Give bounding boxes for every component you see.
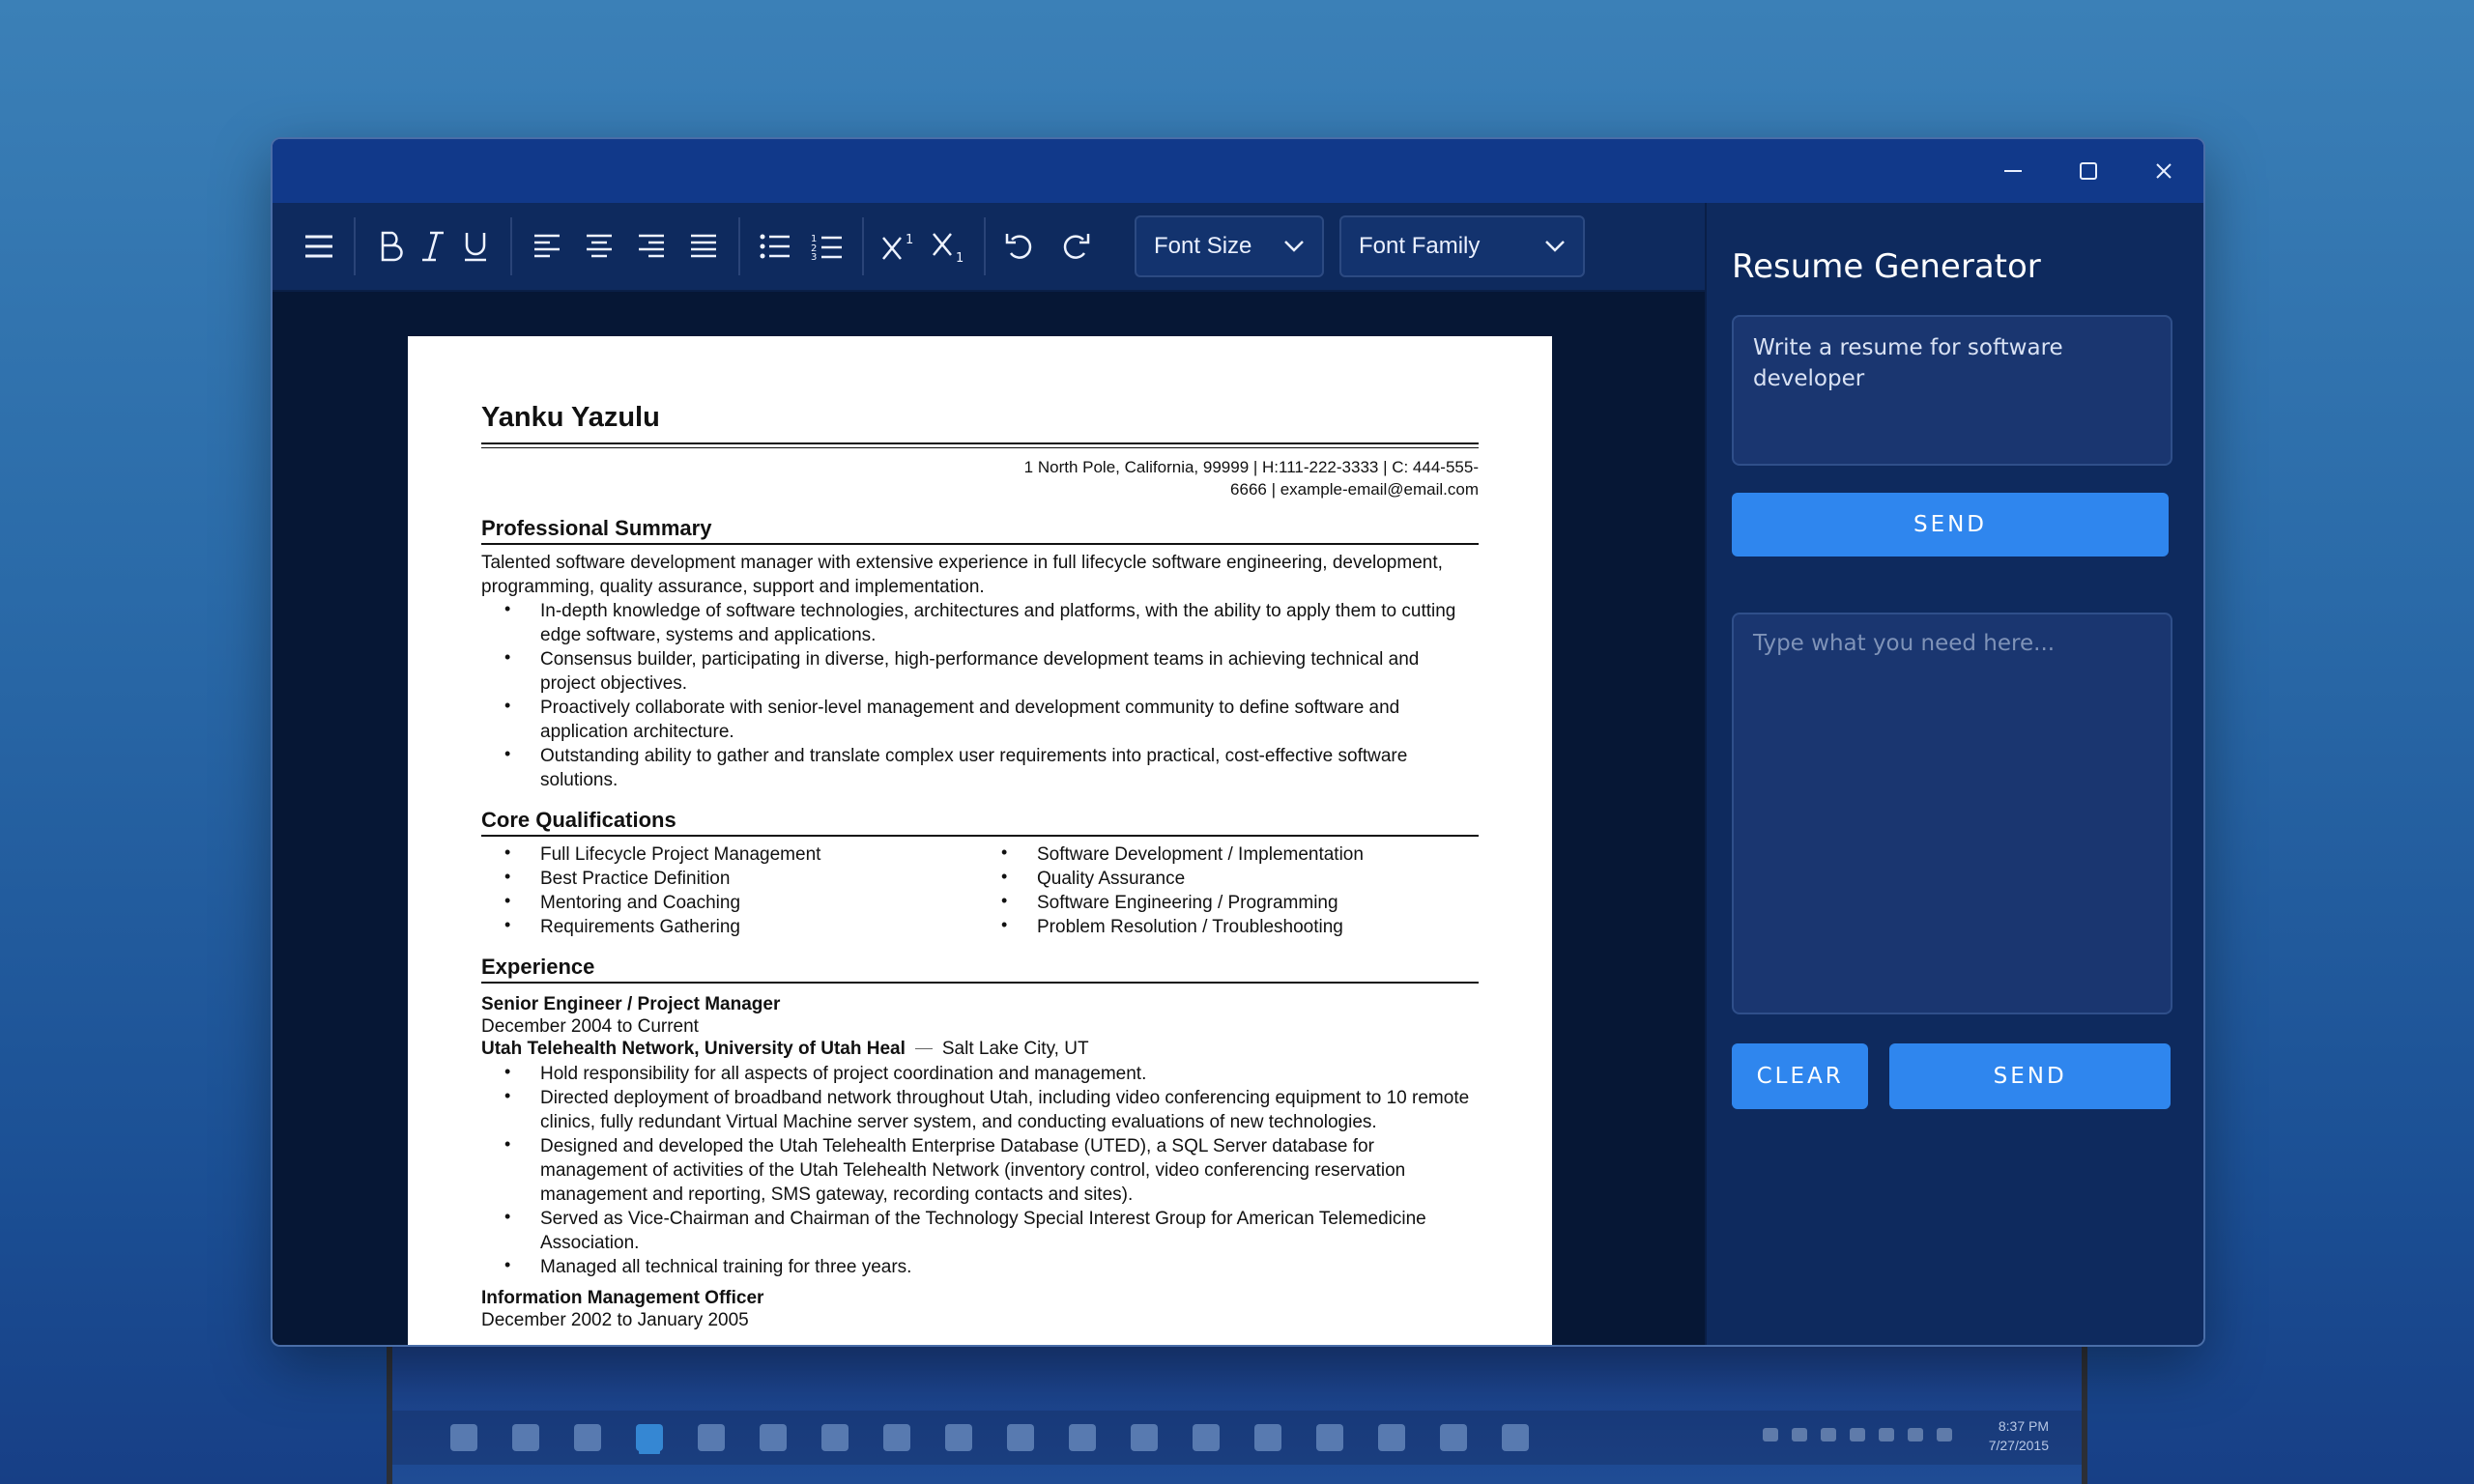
store-icon [760,1424,787,1451]
list-item: • Full Lifecycle Project Management [481,842,978,867]
photoshop-icon [1502,1424,1529,1451]
job1-list [481,1062,1479,1279]
word-icon [1069,1424,1096,1451]
prompt-display[interactable]: Write a resume for software developer [1732,315,2172,466]
job1-employer [481,1038,1479,1060]
list-item: • Software Development / Implementation [978,842,1475,867]
menu-icon [303,233,334,260]
maximize-icon [2078,160,2099,182]
italic-icon [418,230,447,263]
menu-button[interactable] [298,223,340,270]
tray-folder-icon [1792,1428,1807,1441]
undo-button[interactable] [999,223,1042,270]
twitter-icon [945,1424,972,1451]
app-window [271,137,2205,1347]
list-item: • Proactively collaborate with senior-level management and development community to define software and application architecture. [481,696,1479,744]
editor-pane [273,203,1705,1347]
superscript-icon [880,230,917,263]
toolbar-divider [984,217,986,275]
close-button[interactable] [2147,155,2180,187]
list-item: • Directed deployment of broadband network throughout Utah, including video conferencing equipment to 10 remote clinics, fully redundant Virtual Machine server system, and conducting evaluations of new technologies. [481,1086,1479,1134]
wifi-icon [1879,1428,1894,1441]
svg-text:2: 2 [811,243,818,254]
clock-date: 7/27/2015 [1988,1438,2049,1453]
list-item: • Best Practice Definition [481,867,978,891]
list-item: • Requirements Gathering [481,915,978,939]
minimize-button[interactable] [1997,155,2029,187]
list-item: • Managed all technical training for three years. [481,1255,1479,1279]
system-tray [1763,1428,1952,1441]
maximize-button[interactable] [2072,155,2105,187]
xbox-icon [1193,1424,1220,1451]
job2-title: Information Management Officer [481,1288,764,1308]
align-left-button[interactable] [526,223,568,270]
document-scroll-area[interactable] [273,292,1705,1347]
list-item: • Consensus builder, participating in diverse, high-performance development teams in achieving technical and project objectives. [481,647,1479,696]
italic-button[interactable] [412,223,454,270]
align-right-icon [637,233,666,260]
window-controls [1997,139,2180,203]
onenote-icon [1316,1424,1343,1451]
toolbar-divider [738,217,740,275]
justify-button[interactable] [682,223,725,270]
job1-location: Salt Lake City, UT [941,1039,1089,1059]
panel-actions [1732,1043,2171,1109]
font-size-label: Font Size [1154,233,1252,259]
tray-chevron-icon [1763,1428,1778,1441]
subscript-icon [931,230,967,263]
summary-text: Talented software development manager with extensive experience in full lifecycle software engineering, development, programming, quality assurance, support and implementation. [481,553,1443,597]
align-right-button[interactable] [630,223,673,270]
toolbar-divider [510,217,512,275]
job2-dates: December 2002 to January 2005 [481,1310,749,1330]
send-button[interactable]: SEND [1732,493,2169,556]
clear-button[interactable]: CLEAR [1732,1043,1868,1109]
volume-icon [1908,1428,1923,1441]
qualifications-columns [481,842,1479,939]
svg-text:1: 1 [956,251,964,263]
name-divider [481,442,1479,448]
svg-text:1: 1 [811,234,818,244]
list-item: • Software Engineering / Programming [978,891,1475,915]
edge-browser-icon [636,1424,663,1451]
title-bar [273,139,2203,203]
windows-start-icon [450,1424,477,1451]
notification-icon [1937,1428,1952,1441]
formatting-toolbar [273,203,1705,292]
outlook-icon [1007,1424,1034,1451]
chrome-icon [821,1424,849,1451]
qualifications-left-list [481,842,978,939]
list-item: • Mentoring and Coaching [481,891,978,915]
align-left-icon [532,233,561,260]
svg-text:1: 1 [906,233,914,247]
battery-icon [1850,1428,1865,1441]
underline-button[interactable] [454,223,497,270]
resume-generator-panel [1705,203,2205,1347]
job1-title: Senior Engineer / Project Manager [481,994,781,1014]
resume-page[interactable] [408,336,1552,1347]
underline-icon [461,230,490,263]
subscript-button[interactable] [928,223,970,270]
list-item: • Hold responsibility for all aspects of project coordination and management. [481,1062,1479,1086]
network-icon [1378,1424,1405,1451]
word-app-icon [1440,1424,1467,1451]
close-icon [2153,160,2174,182]
mail-icon [1254,1424,1281,1451]
justify-icon [689,233,718,260]
job1-dates: December 2004 to Current [481,1016,699,1037]
word-doc-icon [1131,1424,1158,1451]
redo-button[interactable] [1053,223,1096,270]
clock-time: 8:37 PM [1998,1418,2049,1434]
tray-pen-icon [1821,1428,1836,1441]
undo-icon [1004,230,1037,263]
font-size-dropdown[interactable] [1135,215,1324,277]
summary-list [481,599,1479,792]
resume-contact: 1 North Pole, California, 99999 | H:111-222-3333 | C: 444-555-6666 | example-email@email.com [1023,458,1479,499]
list-item: • Quality Assurance [978,867,1475,891]
list-item: • Outstanding ability to gather and translate complex user requirements into practical, cost-effective software solutions. [481,744,1479,792]
align-center-icon [585,233,614,260]
employer-dash [915,1048,933,1049]
qualifications-heading: Core Qualifications [481,808,1479,837]
font-family-label: Font Family [1359,233,1481,259]
chevron-down-icon [1544,240,1566,253]
bold-button[interactable] [369,223,412,270]
file-explorer-icon [698,1424,725,1451]
list-item: • Designed and developed the Utah Telehealth Enterprise Database (UTED), a SQL Server database for management of activities of the Utah Telehealth Network (inventory control, video conferencing reservation management and reporting, SMS gateway, recording contacts and sites). [481,1134,1479,1207]
toolbar-divider [862,217,864,275]
superscript-button[interactable] [877,223,920,270]
resume-name: Yanku Yazulu [481,402,660,433]
list-item: • Served as Vice-Chairman and Chairman of the Technology Special Interest Group for American Telemedicine Association. [481,1207,1479,1255]
minimize-icon [2002,160,2024,182]
spotify-icon [883,1424,910,1451]
list-item: • Problem Resolution / Troubleshooting [978,915,1475,939]
summary-heading: Professional Summary [481,516,1479,545]
qualifications-right-list [978,842,1475,939]
panel-title: Resume Generator [1732,247,2041,286]
search-circle-icon [512,1424,539,1451]
job1-company: Utah Telehealth Network, University of Utah Heal [481,1039,906,1059]
redo-icon [1058,230,1091,263]
numbered-list-icon [811,232,844,261]
taskbar-clock [1989,1416,2049,1455]
toolbar-divider [354,217,356,275]
bullet-list-button[interactable] [754,223,796,270]
numbered-list-button[interactable] [806,223,849,270]
send-request-button[interactable]: SEND [1889,1043,2171,1109]
task-view-icon [574,1424,601,1451]
bold-icon [376,230,405,263]
align-center-button[interactable] [578,223,620,270]
svg-text:3: 3 [811,252,818,261]
experience-heading: Experience [481,955,1479,984]
chevron-down-icon [1283,240,1305,253]
bullet-list-icon [759,233,791,260]
font-family-dropdown[interactable] [1339,215,1585,277]
list-item: • In-depth knowledge of software technologies, architectures and platforms, with the ability to apply them to cutting edge software, systems and applications. [481,599,1479,647]
request-input[interactable]: Type what you need here... [1732,613,2172,1014]
